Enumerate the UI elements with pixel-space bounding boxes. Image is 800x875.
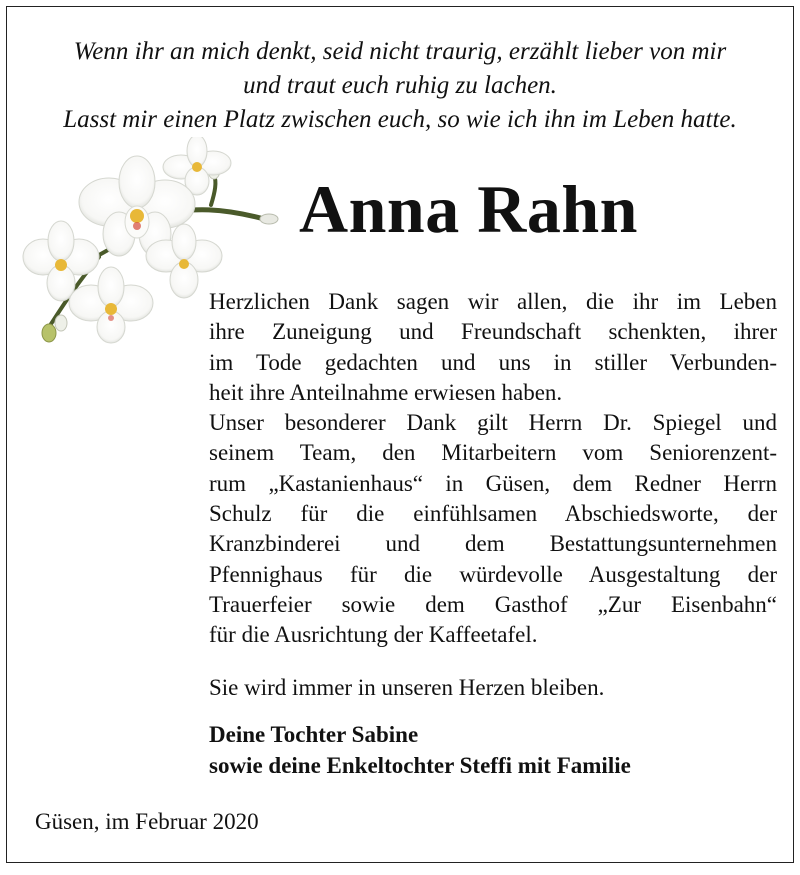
- quote-line-2: und traut euch ruhig zu lachen.: [243, 72, 557, 99]
- quote-line-1: Wenn ihr an mich denkt, seid nicht traurig, erzählt lieber von mir: [73, 38, 727, 65]
- body-line-12: für die Ausrichtung der Kaffeetafel.: [209, 622, 538, 648]
- acknowledgement-text: [209, 287, 777, 651]
- body-line-7: rum „Kastanienhaus“ in Güsen, dem Redner Herrn: [209, 470, 777, 496]
- body-line-1: Herzlichen Dank sagen wir allen, die ihr im Leben: [209, 289, 777, 314]
- signature-line-1: Deine Tochter Sabine: [209, 722, 419, 747]
- memorial-quote: [17, 35, 783, 137]
- closing-line: Sie wird immer in unseren Herzen bleiben.: [209, 675, 605, 700]
- body-line-9: Kranzbinderei und dem Bestattungsunternehmen: [209, 531, 777, 557]
- body-line-8: Schulz für die einfühlsamen Abschiedsworte, der: [209, 501, 777, 527]
- body-line-10: Pfennighaus für die würdevolle Ausgestaltung der: [209, 561, 777, 587]
- body-line-5: Unser besonderer Dank gilt Herrn Dr. Spiegel und: [209, 410, 777, 436]
- body-line-11: Trauerfeier sowie dem Gasthof „Zur Eisenbahn“: [209, 591, 777, 617]
- body-line-6: seinem Team, den Mitarbeitern vom Seniorenzent-: [209, 440, 777, 466]
- signature: [209, 719, 631, 781]
- signature-line-2: sowie deine Enkeltochter Steffi mit Familie: [209, 753, 631, 778]
- deceased-name: Anna Rahn: [299, 171, 638, 247]
- body-line-2: ihre Zuneigung und Freundschaft schenkten, ihrer: [209, 319, 777, 345]
- body-line-3: im Tode gedachten und uns in stiller Verbunden-: [209, 349, 777, 375]
- body-line-4: heit ihre Anteilnahme erwiesen haben.: [209, 379, 563, 405]
- place-and-date: Güsen, im Februar 2020: [35, 809, 259, 834]
- quote-line-3: Lasst mir einen Platz zwischen euch, so wie ich ihn im Leben hatte.: [63, 106, 737, 133]
- obituary-notice: [6, 6, 794, 863]
